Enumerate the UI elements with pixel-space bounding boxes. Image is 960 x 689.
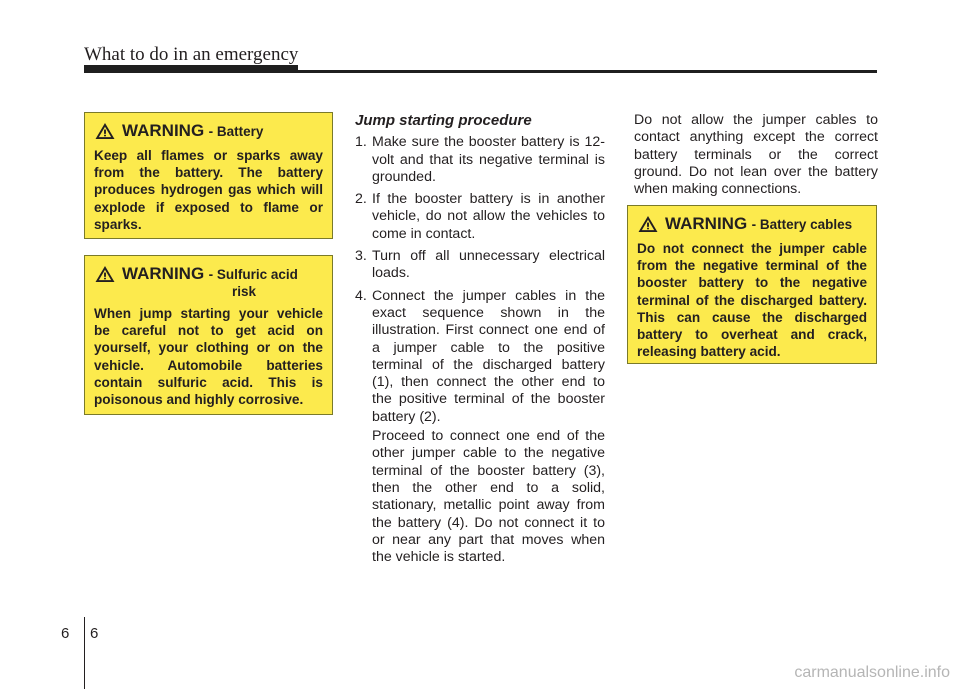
warning-label: WARNING bbox=[122, 121, 205, 140]
page-number: 6 bbox=[90, 625, 99, 642]
warning-triangle-icon bbox=[637, 215, 659, 233]
procedure-title: Jump starting procedure bbox=[355, 112, 532, 129]
step-text: Turn off all unnecessary electrical loads. bbox=[372, 248, 605, 282]
step-number: 4. bbox=[355, 287, 367, 304]
chapter-number: 6 bbox=[61, 625, 70, 642]
warning-box-sulfuric-acid bbox=[84, 255, 333, 415]
warning-subject: - Battery cables bbox=[751, 217, 853, 232]
page-header-title: What to do in an emergency bbox=[84, 44, 299, 65]
step-text: If the booster battery is in another vehicle, do not allow the vehicles to come in contact. bbox=[372, 191, 605, 242]
warning-label: WARNING bbox=[665, 214, 748, 233]
warning-label: WARNING bbox=[122, 264, 205, 283]
list-item bbox=[355, 288, 605, 426]
step-text: Make sure the booster battery is 12-volt and that its negative terminal is grounded. bbox=[372, 134, 605, 185]
step-number: 2. bbox=[355, 191, 367, 208]
warning-subject-cont: risk bbox=[232, 284, 257, 299]
warning-triangle-icon bbox=[94, 122, 116, 140]
warning-text: Keep all flames or sparks away from the battery. The battery produces hydrogen gas which will explode if exposed to flame or sparks. bbox=[94, 148, 323, 232]
warning-header bbox=[637, 214, 867, 234]
footer-divider bbox=[84, 617, 85, 689]
step-text: Connect the jumper cables in the exact sequence shown in the illustration. First connect one end of a jumper cable to the positive terminal of the discharged battery (1), then connect the other end to the positive terminal of the booster battery (2). bbox=[372, 287, 605, 425]
warning-box-battery-cables bbox=[627, 205, 877, 364]
header-rule bbox=[84, 70, 877, 73]
watermark: carmanualsonline.info bbox=[794, 664, 950, 681]
procedure-continuation: Do not allow the jumper cables to contact anything except the correct battery terminals or the correct ground. Do not lean over the battery when making connections. bbox=[634, 112, 878, 198]
list-item bbox=[355, 134, 605, 186]
jump-start-procedure bbox=[355, 112, 605, 566]
warning-subject: - Battery bbox=[208, 124, 264, 139]
list-item bbox=[355, 248, 605, 283]
warning-text: Do not connect the jumper cable from the negative terminal of the booster battery to the negative terminal of the discharged battery. This can cause the discharged battery to overheat and crack, releasing battery acid. bbox=[637, 241, 867, 360]
warning-header bbox=[94, 121, 323, 141]
warning-triangle-icon bbox=[94, 265, 116, 283]
warning-header bbox=[94, 264, 323, 299]
warning-subject: - Sulfuric acid bbox=[208, 267, 298, 282]
step-continuation: Proceed to connect one end of the other jumper cable to the negative terminal of the booster battery (3), then the other end to a solid, stationary, metallic point away from the battery (4). Do not connect it to or near any part that moves when the vehicle is started. bbox=[372, 428, 605, 566]
warning-box-battery bbox=[84, 112, 333, 239]
list-item bbox=[355, 191, 605, 243]
warning-text: When jump starting your vehicle be careful not to get acid on yourself, your clothing or on the vehicle. Automobile batteries contain sulfuric acid. This is poisonous and highly corrosive. bbox=[94, 306, 323, 408]
step-number: 3. bbox=[355, 248, 367, 265]
step-number: 1. bbox=[355, 134, 367, 151]
